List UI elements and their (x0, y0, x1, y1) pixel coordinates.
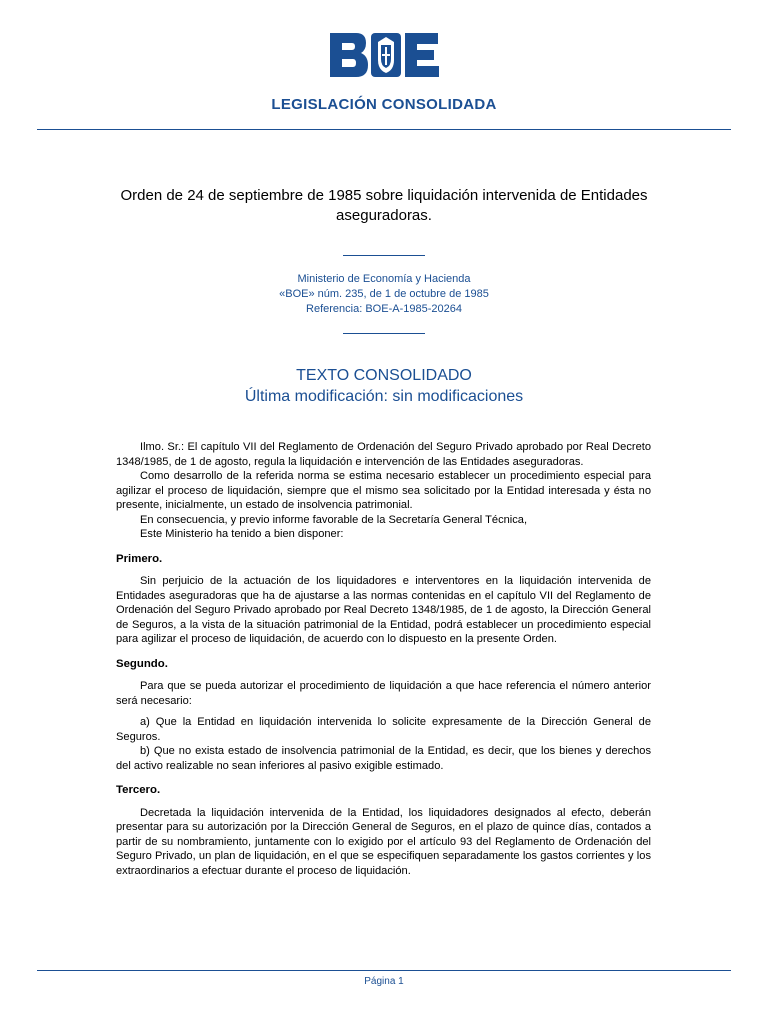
article-heading-primero: Primero. (116, 552, 163, 565)
article-text-primero: Sin perjuicio de la actuación de los liquidadores e interventores en la liquidación intervenida de Entidades aseguradoras que ha de ajustarse a las normas contenidas en el capítulo VII del Reglamento de Ordenación del Seguro Privado aprobado por Real Decreto 1348/1985, de 1 de agosto, la Dirección General de Seguros, a la vista de la situación patrimonial de la Entidad, podrá establecer un procedimiento especial para agilizar el proceso de liquidación, de acuerdo con lo dispuesto en la presente Orden. (116, 575, 651, 645)
header-divider (37, 129, 731, 130)
intro-paragraph: En consecuencia, y previo informe favorable de la Secretaría General Técnica, (140, 513, 528, 526)
consolidated-block (0, 365, 768, 407)
document-title: Orden de 24 de septiembre de 1985 sobre liquidación intervenida de Entidades aseguradoras. (120, 187, 648, 224)
article-heading-tercero: Tercero. (116, 784, 161, 796)
last-modification: Última modificación: sin modificaciones (244, 388, 524, 405)
title-divider (343, 255, 425, 256)
intro-paragraph: Ilmo. Sr.: El capítulo VII del Reglamento de Ordenación del Seguro Privado aprobado por Real Decreto 1348/1985, de 1 de agosto, regula la liquidación e intervención de las Entidades aseguradoras. (116, 441, 651, 468)
article-text-tercero: Decretada la liquidación intervenida de la Entidad, los liquidadores designados al efecto, deberán presentar para su autorización por la Dirección General de Seguros, en el plazo de quince días, contados a partir de su nombramiento, juntamente con lo exigido por el artículo 93 del Reglamento de Ordenación del Seguro Privado, un plan de liquidación, en el que se especifiquen separadamente los gastos corrientes y los extraordinarios a efectuar durante el proceso de liquidación. (116, 806, 651, 877)
metadata-divider (343, 333, 425, 334)
article-text-segundo: Para que se pueda autorizar el procedimiento de liquidación a que hace referencia el número anterior será necesario: (116, 680, 651, 707)
intro-paragraph: Como desarrollo de la referida norma se estima necesario establecer un procedimiento especial para agilizar el proceso de liquidación, siempre que el mismo sea solicitado por la Entidad interesada y ésta no presente, inicialmente, un estado de insolvencia patrimonial. (116, 470, 651, 511)
boe-logo (328, 30, 441, 80)
document-body (116, 440, 651, 878)
intro-paragraph: Este Ministerio ha tenido a bien disponer: (140, 528, 344, 540)
boe-logo-icon (328, 30, 441, 80)
document-reference: Referencia: BOE-A-1985-20264 (306, 303, 462, 315)
consolidated-heading: TEXTO CONSOLIDADO (296, 367, 472, 384)
article-heading-segundo: Segundo. (116, 657, 168, 670)
boe-reference: «BOE» núm. 235, de 1 de octubre de 1985 (279, 288, 489, 300)
list-item-a: a) Que la Entidad en liquidación intervenida lo solicite expresamente de la Dirección General de Seguros. (116, 716, 651, 743)
footer-divider (37, 970, 731, 971)
section-title: LEGISLACIÓN CONSOLIDADA (271, 96, 497, 113)
list-item-b: b) Que no exista estado de insolvencia patrimonial de la Entidad, es decir, que los bienes y derechos del activo realizable no sean inferiores al pasivo exigible estimado. (116, 745, 651, 772)
ministry-name: Ministerio de Economía y Hacienda (297, 273, 471, 285)
document-metadata (0, 272, 768, 317)
page-number: Página 1 (364, 976, 404, 987)
